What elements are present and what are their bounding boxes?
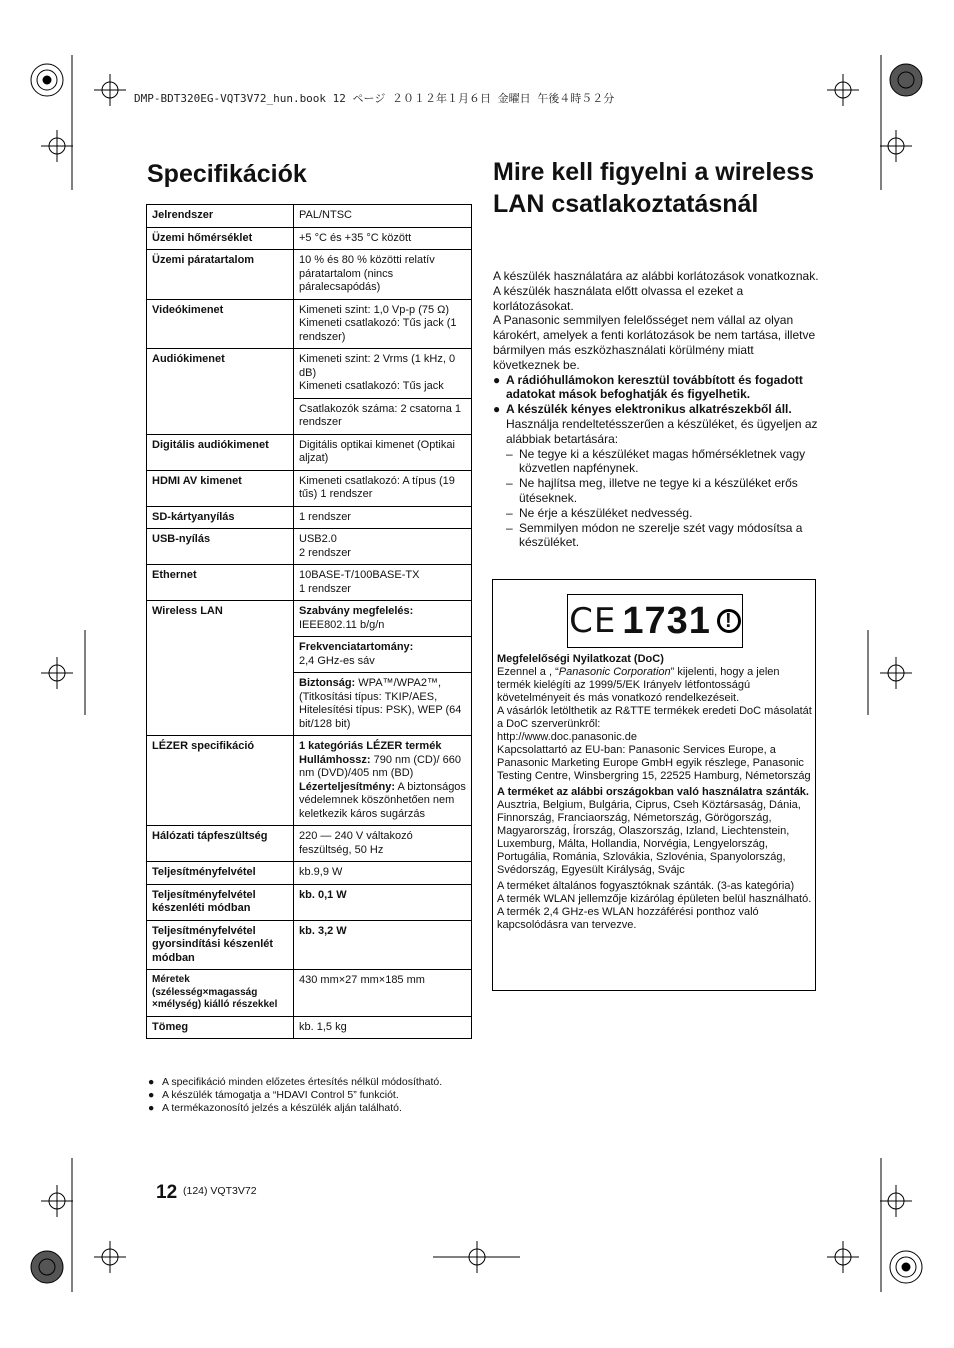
bullet-text: A rádióhullámokon keresztül továbbított és fogadott adatokat mások befoghatják és figyelhetik. (506, 372, 803, 402)
dash-text: Ne érje a készüléket nedvesség. (519, 505, 693, 520)
wlan-security-value: WPA™/WPA2™, (Titkosítási típus: TKIP/AES, Hitelesítési típus: PSK), WEP (64 bit/128 bit) (299, 677, 462, 730)
bullet-icon: ● (148, 1102, 155, 1114)
crosshair-icon (41, 1185, 73, 1217)
intro-paragraph: A Panasonic semmilyen felelősséget nem vállal az olyan károkért, amelyek a fenti korlátozások be nem tartása, illetve bármilyen más eszközhasználati körülmény miatt következnek be. (493, 313, 816, 372)
indoor-note: A termék WLAN jellemzője kizárólag épületen belül használható. (497, 893, 812, 905)
table-row (147, 299, 472, 349)
dash-icon: – (506, 520, 513, 535)
wlan-title: Mire kell figyelni a wireless LAN csatlakoztatásnál (493, 158, 814, 218)
dash-icon: – (506, 505, 513, 520)
table-row (147, 601, 472, 637)
laser-power-value: A biztonságos védelemnek köszönhetően nem keletkezik káros sugárzás (299, 780, 466, 820)
doc-text-part: ” kijelenti, hogy a jelen termék kielégíti az 1999/5/EK Irányelv létfontosságú követelményeit és más vonatkozó rendelkezéseit. (497, 666, 780, 704)
spec-key: Audiókimenet (147, 349, 294, 435)
doc-url-link[interactable]: http://www.doc.panasonic.de (497, 731, 638, 743)
table-row (147, 434, 472, 470)
laser-power-label: Lézerteljesítmény: (299, 780, 395, 793)
spec-value: kb. 1,5 kg (294, 1016, 472, 1039)
list-item (148, 1089, 468, 1102)
spec-key: SD-kártyanyílás (147, 506, 294, 529)
spec-value: Kimeneti szint: 2 Vrms (1 kHz, 0 dB) Kimeneti csatlakozó: Tűs jack (294, 349, 472, 399)
table-row (147, 862, 472, 885)
spec-key: Üzemi hőmérséklet (147, 227, 294, 250)
spec-title: Specifikációk (147, 160, 307, 188)
ce-mark-badge (567, 594, 743, 648)
list-item (493, 506, 821, 521)
crosshair-icon (880, 1185, 912, 1217)
table-row (147, 920, 472, 970)
crosshair-icon (41, 130, 73, 162)
spec-value: Digitális optikai kimenet (Optikai aljzat) (294, 434, 472, 470)
consumer-note: A terméket általános fogyasztóknak szánták. (3-as kategória) (497, 880, 795, 892)
registration-disc-icon (31, 1251, 63, 1283)
spec-table (146, 204, 472, 1039)
spec-notes (148, 1076, 468, 1115)
spec-key: LÉZER specifikáció (147, 736, 294, 826)
registration-disc-icon (31, 64, 63, 96)
spec-key: Hálózati tápfeszültség (147, 826, 294, 862)
page-reference: (124) VQT3V72 (183, 1185, 257, 1197)
wlan-frequency-label: Frekvenciatartomány: (299, 641, 414, 653)
spec-value: 10BASE-T/100BASE-TX 1 rendszer (294, 565, 472, 601)
spec-key: Digitális audiókimenet (147, 434, 294, 470)
doc-contact-text: Kapcsolattartó az EU-ban: Panasonic Services Europe, a Panasonic Marketing Europe GmbH egyik részlege, Panasonic Testing Centre, Winsbergring 15, 22525 Hamburg, Németország (497, 744, 811, 782)
crosshair-icon (827, 74, 859, 106)
bullet-icon: ● (148, 1076, 155, 1088)
spec-value (294, 736, 472, 826)
spec-value: USB2.0 2 rendszer (294, 529, 472, 565)
spec-value: 220 — 240 V váltakozó feszültség, 50 Hz (294, 826, 472, 862)
table-row (147, 205, 472, 228)
list-item (493, 402, 821, 446)
list-item (148, 1102, 468, 1115)
bullet-icon: ● (148, 1089, 155, 1101)
page-number: 12 (156, 1182, 178, 1203)
spec-value: Kimeneti csatlakozó: A típus (19 tűs) 1 rendszer (294, 470, 472, 506)
wlan-security-label: Biztonság: (299, 677, 356, 689)
spec-value: 1 rendszer (294, 506, 472, 529)
spec-value: Kimeneti szint: 1,0 Vp-p (75 Ω) Kimeneti csatlakozó: Tűs jack (1 rendszer) (294, 299, 472, 349)
alert-icon: ! (717, 609, 741, 633)
crosshair-icon (41, 657, 73, 689)
bullet-icon: ● (493, 402, 501, 417)
table-row (147, 506, 472, 529)
wlan-frequency-value: 2,4 GHz-es sáv (299, 654, 375, 667)
dash-text: Ne hajlítsa meg, illetve ne tegye ki a készüléket erős ütéseknek. (519, 476, 798, 505)
spec-value: 10 % és 80 % közötti relatív páratartalom (nincs páralecsapódás) (294, 250, 472, 300)
access-point-note: A termék 2,4 GHz-es WLAN hozzáférési ponthoz való kapcsolódásra van tervezve. (497, 906, 759, 931)
spec-key: Tömeg (147, 1016, 294, 1039)
laser-wavelength-label: Hullámhossz: (299, 753, 371, 766)
dash-icon: – (506, 446, 513, 461)
spec-value (294, 637, 472, 673)
spec-key: HDMI AV kimenet (147, 470, 294, 506)
spec-key: Videókimenet (147, 299, 294, 349)
bullet-icon: ● (493, 372, 501, 387)
spec-key: Teljesítményfelvétel gyorsindítási készenlét módban (147, 920, 294, 970)
spec-key: Teljesítményfelvétel (147, 862, 294, 885)
spec-value: +5 °C és +35 °C között (294, 227, 472, 250)
list-item (493, 521, 821, 551)
note-text: A termékazonosító jelzés a készülék alján található. (162, 1102, 402, 1114)
table-row (147, 529, 472, 565)
spec-value (294, 601, 472, 637)
table-row (147, 250, 472, 300)
bullet-heading: A készülék kényes elektronikus alkatrészekből áll. (506, 402, 792, 417)
bullet-text: Használja rendeltetésszerűen a készüléket, és ügyeljen az alábbiak betartására: (506, 416, 818, 446)
table-row (147, 349, 472, 399)
list-item (493, 476, 821, 506)
registration-disc-icon (890, 1251, 922, 1283)
book-file-header: DMP-BDT320EG-VQT3V72_hun.book 12 ページ ２０１２年１月６日 金曜日 午後４時５２分 (134, 92, 615, 105)
crosshair-icon (880, 657, 912, 689)
countries-title: A terméket az alábbi országokban való használatra szánták. (497, 786, 809, 798)
spec-key: Wireless LAN (147, 601, 294, 736)
wlan-intro (493, 269, 821, 550)
table-row (147, 736, 472, 826)
table-row (147, 227, 472, 250)
note-text: A készülék támogatja a “HDAVI Control 5” funkciót. (162, 1089, 399, 1101)
spec-key: USB-nyílás (147, 529, 294, 565)
wlan-standard-value: IEEE802.11 b/g/n (299, 618, 385, 631)
spec-value: 430 mm×27 mm×185 mm (294, 970, 472, 1017)
note-text: A specifikáció minden előzetes értesítés nélkül módosítható. (162, 1076, 443, 1088)
wlan-standard-label: Szabvány megfelelés: (299, 605, 414, 617)
crosshair-icon (94, 1241, 126, 1273)
doc-title: Megfelelőségi Nyilatkozat (DoC) (497, 653, 664, 665)
crosshair-icon (94, 74, 126, 106)
intro-paragraph: A készülék használatára az alábbi korlátozások vonatkoznak. A készülék használata előtt olvassa el ezeket a korlátozásokat. (493, 269, 819, 313)
table-row (147, 1016, 472, 1039)
spec-value (294, 673, 472, 736)
spec-key: Teljesítményfelvétel készenléti módban (147, 884, 294, 920)
table-row (147, 884, 472, 920)
spec-value: Csatlakozók száma: 2 csatorna 1 rendszer (294, 398, 472, 434)
crosshair-icon (827, 1241, 859, 1273)
spec-key: Jelrendszer (147, 205, 294, 228)
countries-list: Ausztria, Belgium, Bulgária, Ciprus, Cseh Köztársaság, Dánia, Finnország, Franciaország, Németország, Görögország, Magyarország, Írország, Olaszország, Izland, Liechtenstein, Luxemburg, Málta, Hollandia, Norvégia, Lengyelország, Portugália, Románia, Szlovákia, Szlovénia, Spanyolország, Svédország, Egyesült Királyság, Svájc (497, 799, 801, 876)
company-name: Panasonic Corporation (558, 666, 671, 678)
registration-disc-icon (890, 64, 922, 96)
spec-key: Ethernet (147, 565, 294, 601)
doc-text-part: Ezennel a , “ (497, 666, 559, 678)
ce-mark-icon: CE (569, 601, 617, 641)
list-item (493, 373, 821, 403)
spec-key: Méretek (szélesség×magasság ×mélység) kiálló részekkel (147, 970, 294, 1017)
table-row (147, 470, 472, 506)
spec-value: kb. 0,1 W (294, 884, 472, 920)
table-row (147, 565, 472, 601)
doc-text (497, 653, 815, 932)
table-row (147, 826, 472, 862)
dash-text: Semmilyen módon ne szerelje szét vagy módosítsa a készüléket. (519, 520, 803, 550)
list-item (493, 447, 821, 477)
table-row (147, 970, 472, 1017)
dash-icon: – (506, 476, 513, 491)
spec-value: kb.9,9 W (294, 862, 472, 885)
laser-class: 1 kategóriás LÉZER termék (299, 740, 442, 752)
spec-value: PAL/NTSC (294, 205, 472, 228)
doc-download-text: A vásárlók letölthetik az R&TTE termékek eredeti DoC másolatát a DoC szerverünkről: (497, 705, 812, 730)
spec-key: Üzemi páratartalom (147, 250, 294, 300)
notified-body-number: 1731 (622, 599, 711, 642)
spec-value: kb. 3,2 W (294, 920, 472, 970)
dash-text: Ne tegye ki a készüléket magas hőmérsékletnek vagy közvetlen napfénynek. (519, 446, 806, 476)
crosshair-icon (880, 130, 912, 162)
list-item (148, 1076, 468, 1089)
laser-wavelength-value: 790 nm (CD)/ 660 nm (DVD)/405 nm (BD) (299, 753, 462, 779)
